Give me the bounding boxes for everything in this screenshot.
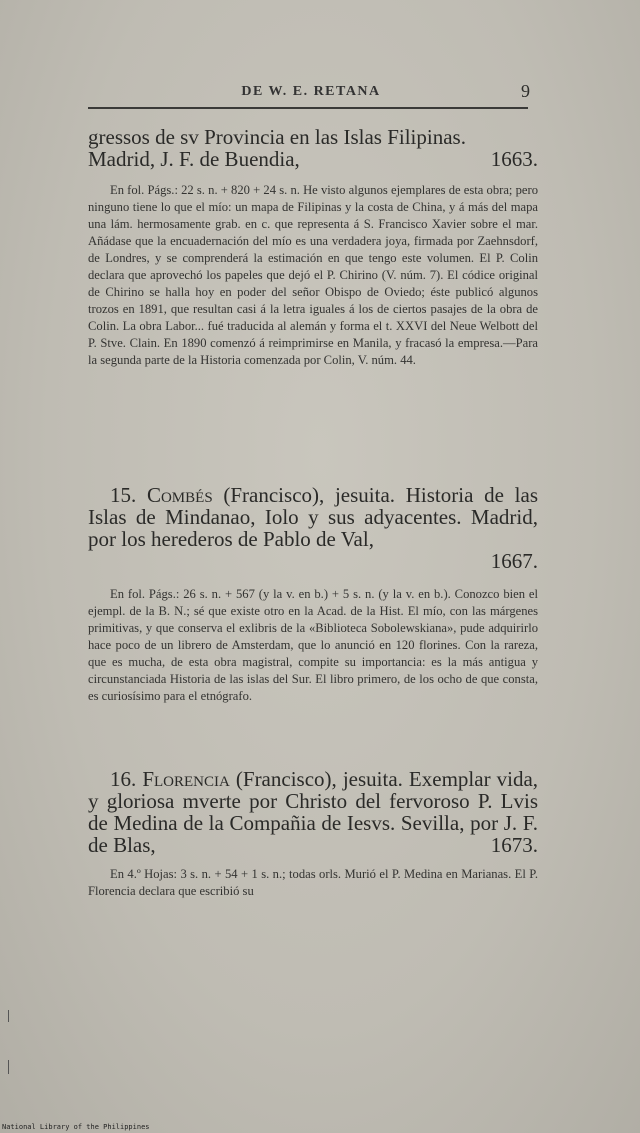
entry-14-description: En fol. Págs.: 22 s. n. + 820 + 24 s. n. He visto algunos ejemplares de esta obra; pero ninguno tiene lo que el mío: un mapa de Filipinas y la costa de China, y á más del mapa una lám. hermosamente grab. en c. que representa á S. Francisco Xavier sobre el mar. Añádase que la encuadernación del mío es una verdadera joya, firmada por Zaehnsdorf, de Londres, y se comprenderá la estimación en que tengo este volumen. El P. Colin declara que aprovechó los papeles que dejó el P. Chirino (V. núm. 7). El códice original de Chirino se halla hoy en poder del señor Obispo de Oviedo; éste publicó algunos trozos en 1891, que resultan casi á la letra iguales á los de ciertos pasajes de la obra de Colin. La obra Labor... fué traducida al alemán y forma el t. XXVI del Neue Welbott del P. Stve. Clain. En 1890 comenzó á reimprimirse en Manila, y fracasó la empresa.—Para la segunda parte de la Historia comenzada por Colin, V. núm. 44. (88, 183, 538, 367)
entry-15-year: 1667. (490, 549, 538, 573)
entry-15-description: En fol. Págs.: 26 s. n. + 567 (y la v. en b.) + 5 s. n. (y la v. en b.). Conozco bien el ejempl. de la B. N.; sé que existe otro en la Acad. de la Hist. El mío, con las márgenes primitivas, y que conserva el exlibris de la «Biblioteca Sobolewskiana», pude adquirirlo hace poco de un librero de Amsterdam, que lo anunció en 120 florines. Con la rareza, que es mucha, de esta obra magistral, compite su importancia: es la más antigua y circunstanciada Historia de las islas del Sur. El libro primero, de los ocho de que consta, es curiosísimo para el etnógrafo. (88, 587, 538, 703)
entry-14-imprint (88, 148, 538, 170)
page-number: 9 (521, 81, 530, 101)
library-credit: National Library of the Philippines (2, 1123, 150, 1131)
entry-16 (88, 768, 538, 900)
running-head: DE W. E. RETANA (241, 84, 381, 99)
entry-14-year: 1663. (490, 147, 538, 171)
page-header (88, 81, 534, 106)
entry-16-number: 16. (110, 767, 137, 791)
header-rule (88, 107, 528, 109)
entry-15-heading (88, 484, 538, 550)
entry-16-author: Florencia (142, 767, 230, 791)
entry-14 (88, 126, 538, 369)
page-edge-mark (8, 1060, 9, 1074)
entry-14-imprint-place: Madrid, J. F. de Buendia, (88, 147, 300, 171)
entry-15-author: Combés (146, 483, 213, 507)
entry-14-title-line: gressos de sv Provincia en las Islas Filipinas. (88, 125, 466, 149)
entry-16-title: (Francisco), jesuita. Exemplar vida, y gloriosa mverte por Christo del fervoroso P. Lvis de Medina de la Compañia de Iesvs. Sevilla, por J. F. de Blas, (88, 767, 539, 857)
entry-16-year: 1673. (490, 833, 538, 857)
entry-16-description: En 4.º Hojas: 3 s. n. + 54 + 1 s. n.; todas orls. Murió el P. Medina en Marianas. El P. Florencia declara que escribió su (88, 867, 538, 898)
entry-15-number: 15. (110, 483, 137, 507)
entry-15 (88, 484, 538, 705)
entry-15-title: (Francisco), jesuita. Historia de las Islas de Mindanao, Iolo y sus adyacentes. Madrid, por los herederos de Pablo de Val, (88, 483, 538, 551)
page-edge-mark (8, 1010, 9, 1022)
